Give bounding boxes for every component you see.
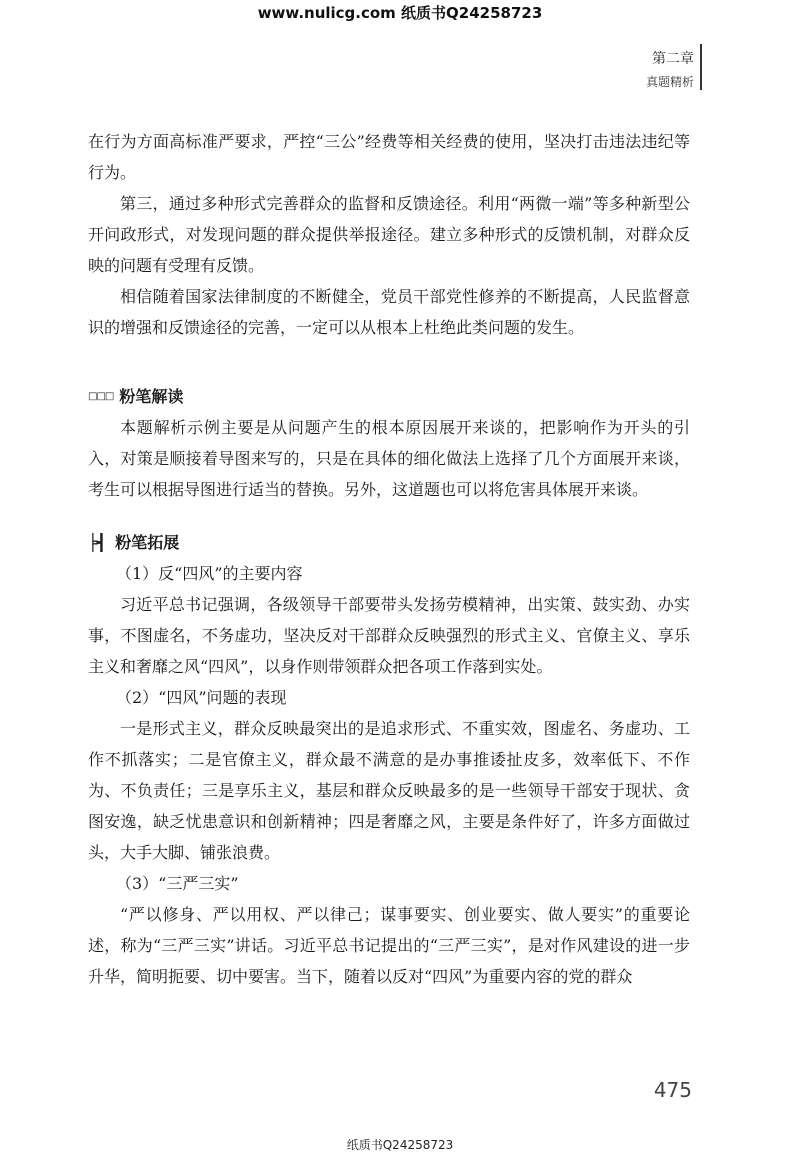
subheading: （1）反“四风”的主要内容 bbox=[116, 564, 303, 583]
section-marker-icon: □□□ bbox=[88, 391, 114, 402]
chapter-subtitle: 真题精析 bbox=[645, 75, 694, 89]
paragraph: 一是形式主义，群众反映最突出的是追求形式、不重实效，图虚名、务虚功、工作不抓落实；二是官僚主义，群众最不满意的是办事推诿扯皮多，效率低下、不作为、不负责任；三是享乐主义，基层和群众反映最多的是一些领导干部安于现状、贪图安逸，缺乏忧患意识和创新精神；四是奢靡之风，主要是条件好了，许多方面做过头，大手大脚、铺张浪费。 bbox=[88, 719, 690, 862]
section-title: 粉笔拓展 bbox=[115, 533, 180, 552]
chapter-title: 第二章 bbox=[652, 51, 694, 67]
page-number: 475 bbox=[653, 1078, 692, 1102]
chapter-header bbox=[646, 48, 694, 90]
header-divider bbox=[700, 44, 702, 90]
section-heading-interpretation bbox=[88, 381, 690, 412]
watermark-top: www.nulicg.com 纸质书Q24258723 bbox=[257, 4, 543, 22]
paragraph: 第三，通过多种形式完善群众的监督和反馈途径。利用“两微一端”等多种新型公开问政形式，对发现问题的群众提供举报途径。建立多种形式的反馈机制，对群众反映的问题有受理有反馈。 bbox=[88, 194, 690, 275]
paragraph: 在行为方面高标准严要求，严控“三公”经费等相关经费的使用，坚决打击违法违纪等行为。 bbox=[88, 132, 690, 182]
watermark-bottom: 纸质书Q24258723 bbox=[346, 1138, 454, 1152]
paragraph: 习近平总书记强调，各级领导干部要带头发扬劳模精神，出实策、鼓实劲、办实事，不图虚名，不务虚功，坚决反对干部群众反映强烈的形式主义、官僚主义、享乐主义和奢靡之风“四风”，以身作则带领群众把各项工作落到实处。 bbox=[88, 595, 690, 676]
paragraph: “严以修身、严以用权、严以律己；谋事要实、创业要实、做人要实”的重要论述，称为“三严三实”讲话。习近平总书记提出的“三严三实”，是对作风建设的进一步升华，简明扼要、切中要害。当下，随着以反对“四风”为重要内容的党的群众 bbox=[88, 905, 690, 986]
paragraph: 本题解析示例主要是从问题产生的根本原因展开来谈的，把影响作为开头的引入，对策是顺接着导图来写的，只是在具体的细化做法上选择了几个方面展开来谈，考生可以根据导图进行适当的替换。另外，这道题也可以将危害具体展开来谈。 bbox=[88, 418, 690, 499]
page-content bbox=[88, 126, 690, 992]
subheading: （3）“三严三实” bbox=[116, 874, 239, 893]
section-heading-extension bbox=[88, 527, 690, 558]
section-marker-icon: ╞┫ bbox=[88, 533, 106, 552]
section-title: 粉笔解读 bbox=[119, 387, 184, 406]
paragraph: 相信随着国家法律制度的不断健全，党员干部党性修养的不断提高，人民监督意识的增强和反馈途径的完善，一定可以从根本上杜绝此类问题的发生。 bbox=[88, 287, 690, 337]
subheading: （2）“四风”问题的表现 bbox=[116, 688, 287, 707]
